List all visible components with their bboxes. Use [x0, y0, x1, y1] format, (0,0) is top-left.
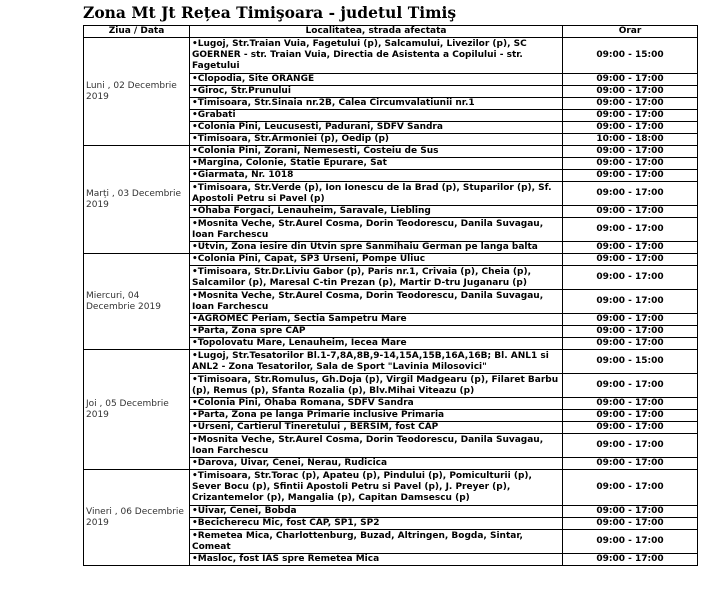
table-row: [84, 38, 698, 74]
day-date-cell: Miercuri, 04 Decembrie 2019: [84, 254, 190, 350]
day-date-cell: Vineri , 06 Decembrie 2019: [84, 470, 190, 566]
location-cell: •Darova, Uivar, Cenei, Nerau, Rudicica: [190, 458, 563, 470]
page-title: Zona Mt Jt Rețea Timişoara - judetul Timiş: [83, 3, 457, 22]
location-cell: •Colonia Pini, Ohaba Romana, SDFV Sandra: [190, 398, 563, 410]
time-cell: 09:00 - 17:00: [563, 554, 698, 566]
location-cell: •Margina, Colonie, Statie Epurare, Sat: [190, 158, 563, 170]
table-row: [84, 254, 698, 266]
time-cell: 09:00 - 17:00: [563, 518, 698, 530]
time-cell: 09:00 - 17:00: [563, 338, 698, 350]
location-cell: •Clopodia, Site ORANGE: [190, 74, 563, 86]
time-cell: 09:00 - 17:00: [563, 266, 698, 290]
time-cell: 09:00 - 17:00: [563, 170, 698, 182]
location-cell: •Lugoj, Str.Traian Vuia, Fagetului (p), Salcamului, Livezilor (p), SC GOERNER - str. Traian Vuia, Directia de Asistenta a Copilului - str. Fagetului: [190, 38, 563, 74]
time-cell: 09:00 - 17:00: [563, 182, 698, 206]
time-cell: 09:00 - 17:00: [563, 314, 698, 326]
location-cell: •Becicherecu Mic, fost CAP, SP1, SP2: [190, 518, 563, 530]
location-cell: •AGROMEC Periam, Sectia Sampetru Mare: [190, 314, 563, 326]
location-cell: •Timisoara, Str.Armoniei (p), Oedip (p): [190, 134, 563, 146]
time-cell: 09:00 - 17:00: [563, 410, 698, 422]
time-cell: 09:00 - 15:00: [563, 38, 698, 74]
day-date-cell: Marți , 03 Decembrie 2019: [84, 146, 190, 254]
location-cell: •Utvin, Zona iesire din Utvin spre Sanmihaiu German pe langa balta: [190, 242, 563, 254]
location-cell: •Colonia Pini, Zorani, Nemesesti, Costeiu de Sus: [190, 146, 563, 158]
location-cell: •Mosnita Veche, Str.Aurel Cosma, Dorin Teodorescu, Danila Suvagau, Ioan Farchescu: [190, 290, 563, 314]
time-cell: 09:00 - 17:00: [563, 530, 698, 554]
table-header-row: [84, 26, 698, 38]
location-cell: •Mosnita Veche, Str.Aurel Cosma, Dorin Teodorescu, Danila Suvagau, Ioan Farchescu: [190, 434, 563, 458]
time-cell: 09:00 - 17:00: [563, 374, 698, 398]
time-cell: 09:00 - 17:00: [563, 242, 698, 254]
location-cell: •Giroc, Str.Prunului: [190, 86, 563, 98]
time-cell: 09:00 - 17:00: [563, 158, 698, 170]
location-cell: •Colonia Pini, Leucusesti, Padurani, SDFV Sandra: [190, 122, 563, 134]
time-cell: 09:00 - 17:00: [563, 434, 698, 458]
location-cell: •Timisoara, Str.Dr.Liviu Gabor (p), Paris nr.1, Crivaia (p), Cheia (p), Salcamilor (p), Maresal C-tin Prezan (p), Martir D-tru Juganaru (p): [190, 266, 563, 290]
location-cell: •Timisoara, Str.Verde (p), Ion Ionescu de la Brad (p), Stuparilor (p), Sf. Apostoli Petru si Pavel (p): [190, 182, 563, 206]
location-cell: •Uivar, Cenei, Bobda: [190, 506, 563, 518]
location-cell: •Parta, Zona spre CAP: [190, 326, 563, 338]
location-cell: •Colonia Pini, Capat, SP3 Urseni, Pompe Uliuc: [190, 254, 563, 266]
time-cell: 09:00 - 17:00: [563, 86, 698, 98]
location-cell: •Urseni, Cartierul Tineretului , BERSIM, fost CAP: [190, 422, 563, 434]
header-location: Localitatea, strada afectata: [190, 26, 563, 38]
time-cell: 09:00 - 17:00: [563, 110, 698, 122]
day-date-cell: Joi , 05 Decembrie 2019: [84, 350, 190, 470]
location-cell: •Lugoj, Str.Tesatorilor Bl.1-7,8A,8B,9-14,15A,15B,16A,16B; Bl. ANL1 si ANL2 - Zona Tesatorilor, Sala de Sport "Lavinia Milosovici": [190, 350, 563, 374]
time-cell: 09:00 - 17:00: [563, 74, 698, 86]
location-cell: •Masloc, fost IAS spre Remetea Mica: [190, 554, 563, 566]
location-cell: •Topolovatu Mare, Lenauheim, Iecea Mare: [190, 338, 563, 350]
header-time: Orar: [563, 26, 698, 38]
time-cell: 09:00 - 17:00: [563, 458, 698, 470]
time-cell: 09:00 - 17:00: [563, 422, 698, 434]
location-cell: •Mosnita Veche, Str.Aurel Cosma, Dorin Teodorescu, Danila Suvagau, Ioan Farchescu: [190, 218, 563, 242]
table-row: [84, 470, 698, 506]
location-cell: •Giarmata, Nr. 1018: [190, 170, 563, 182]
location-cell: •Timisoara, Str.Romulus, Gh.Doja (p), Virgil Madgearu (p), Filaret Barbu (p), Remus (p), Sfanta Rozalia (p), Blv.Mihai Viteazu (p): [190, 374, 563, 398]
time-cell: 09:00 - 17:00: [563, 254, 698, 266]
table-body: [84, 38, 698, 566]
time-cell: 09:00 - 17:00: [563, 326, 698, 338]
location-cell: •Remetea Mica, Charlottenburg, Buzad, Altringen, Bogda, Sintar, Comeat: [190, 530, 563, 554]
location-cell: •Ohaba Forgaci, Lenauheim, Saravale, Liebling: [190, 206, 563, 218]
day-date-cell: Luni , 02 Decembrie 2019: [84, 38, 190, 146]
location-cell: •Timisoara, Str.Sinaia nr.2B, Calea Circumvalatiunii nr.1: [190, 98, 563, 110]
time-cell: 09:00 - 17:00: [563, 206, 698, 218]
time-cell: 10:00 - 18:00: [563, 134, 698, 146]
time-cell: 09:00 - 17:00: [563, 470, 698, 506]
time-cell: 09:00 - 17:00: [563, 398, 698, 410]
time-cell: 09:00 - 17:00: [563, 122, 698, 134]
table-row: [84, 146, 698, 158]
outage-schedule-table: [83, 25, 698, 566]
time-cell: 09:00 - 17:00: [563, 506, 698, 518]
location-cell: •Grabati: [190, 110, 563, 122]
table-row: [84, 350, 698, 374]
time-cell: 09:00 - 15:00: [563, 350, 698, 374]
location-cell: •Timisoara, Str.Torac (p), Apateu (p), Pindului (p), Pomiculturii (p), Sever Bocu (p), Sfintii Apostoli Petru si Pavel (p), J. Preyer (p), Crizantemelor (p), Mangalia (p), Capitan Damsescu (p): [190, 470, 563, 506]
time-cell: 09:00 - 17:00: [563, 218, 698, 242]
header-day: Ziua / Data: [84, 26, 190, 38]
time-cell: 09:00 - 17:00: [563, 146, 698, 158]
time-cell: 09:00 - 17:00: [563, 98, 698, 110]
time-cell: 09:00 - 17:00: [563, 290, 698, 314]
location-cell: •Parta, Zona pe langa Primarie inclusive Primaria: [190, 410, 563, 422]
